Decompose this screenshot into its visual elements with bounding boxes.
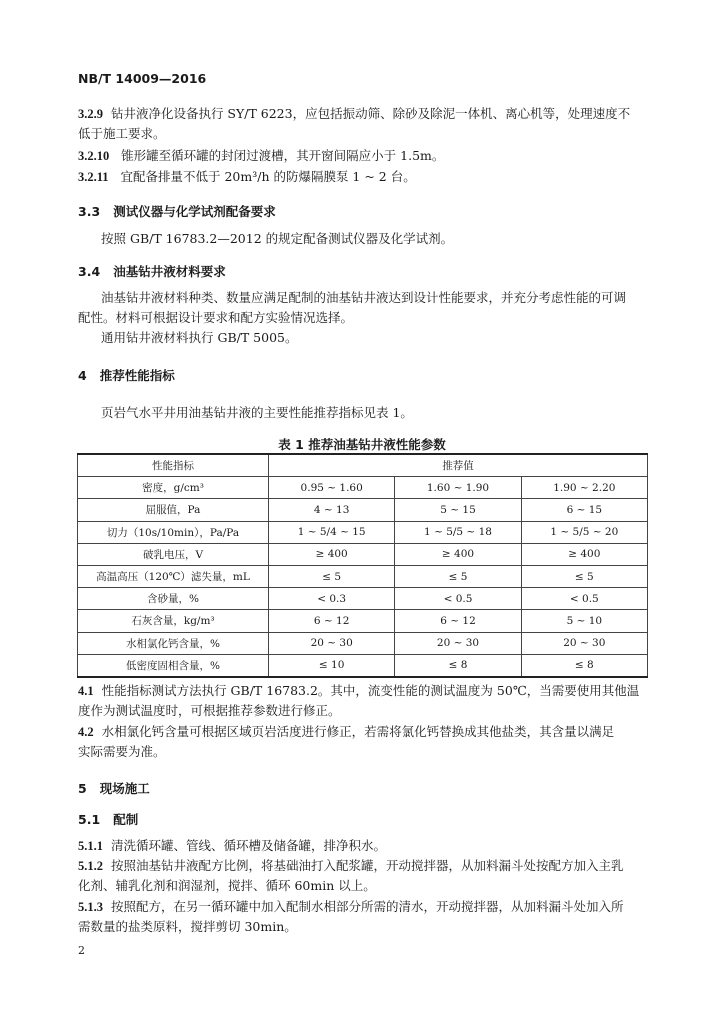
clause-number: 3.2.10 bbox=[78, 149, 110, 163]
section-number: 3.3 bbox=[78, 204, 101, 219]
section-title: 配制 bbox=[113, 812, 139, 827]
table-row bbox=[78, 588, 648, 610]
value-cell: < 0.3 bbox=[269, 588, 395, 610]
value-cell: 20 ~ 30 bbox=[521, 632, 647, 654]
section-title: 测试仪器与化学试剂配备要求 bbox=[113, 204, 276, 219]
document-header: NB/T 14009—2016 bbox=[78, 71, 207, 86]
clause-text: 按照配方，在另一循环罐中加入配制水相部分所需的清水，开动搅拌器，从加料漏斗处加入所 bbox=[110, 899, 624, 914]
clause-number: 5.1.3 bbox=[78, 900, 103, 914]
value-cell: < 0.5 bbox=[395, 588, 521, 610]
performance-parameters-table bbox=[77, 453, 648, 678]
table-row bbox=[78, 543, 648, 565]
clause-text: 钻井液净化设备执行 SY/T 6223，应包括振动筛、除砂及除泥一体机、离心机等，处理速度不 bbox=[110, 106, 631, 121]
clause-text: 性能指标测试方法执行 GB/T 16783.2。其中，流变性能的测试温度为 50℃，当需要使用其他温 bbox=[101, 683, 640, 698]
value-cell: < 0.5 bbox=[521, 588, 647, 610]
section-3-4-paragraph-1-cont: 配性。材料可根据设计要求和配方实验情况选择。 bbox=[78, 310, 354, 325]
section-3-4-paragraph-2: 通用钻井液材料执行 GB/T 5005。 bbox=[101, 330, 298, 345]
clause-5-1-2-cont: 化剂、辅乳化剂和润湿剂，搅拌、循环 60min 以上。 bbox=[78, 878, 376, 893]
clause-5-1-3-cont: 需数量的盐类原料，搅拌剪切 30min。 bbox=[78, 919, 297, 934]
table-row bbox=[78, 521, 648, 543]
section-title: 推荐性能指标 bbox=[99, 368, 175, 383]
table-header-row bbox=[78, 454, 648, 477]
value-cell: 1 ~ 5/5 ~ 18 bbox=[395, 521, 521, 543]
table-row bbox=[78, 654, 648, 677]
table-caption: 表 1 推荐油基钻井液性能参数 bbox=[278, 437, 446, 452]
value-cell: 6 ~ 12 bbox=[269, 610, 395, 632]
value-cell: 6 ~ 15 bbox=[521, 499, 647, 521]
clause-text: 宜配备排量不低于 20m³/h 的防爆隔膜泵 1 ~ 2 台。 bbox=[120, 169, 416, 184]
section-4-intro: 页岩气水平井用油基钻井液的主要性能推荐指标见表 1。 bbox=[101, 405, 413, 420]
value-cell: ≤ 8 bbox=[395, 654, 521, 677]
clause-3-2-9-cont: 低于施工要求。 bbox=[78, 126, 166, 141]
clause-3-2-10 bbox=[78, 146, 444, 166]
clause-number: 5.1.1 bbox=[78, 839, 103, 853]
row-label-cell: 密度，g/cm³ bbox=[78, 477, 269, 499]
value-cell: 0.95 ~ 1.60 bbox=[269, 477, 395, 499]
table-row bbox=[78, 610, 648, 632]
section-5-1-heading bbox=[78, 810, 138, 828]
clause-text: 水相氯化钙含量可根据区域页岩活度进行修正，若需将氯化钙替换成其他盐类，其含量以满足 bbox=[101, 724, 615, 739]
value-cell: ≥ 400 bbox=[395, 543, 521, 565]
row-label-cell: 低密度固相含量，% bbox=[78, 654, 269, 677]
row-label-cell: 破乳电压，V bbox=[78, 543, 269, 565]
clause-3-2-11 bbox=[78, 167, 416, 187]
value-cell: 1 ~ 5/5 ~ 20 bbox=[521, 521, 647, 543]
row-label-cell: 水相氯化钙含量，% bbox=[78, 632, 269, 654]
row-label-cell: 切力（10s/10min），Pa/Pa bbox=[78, 521, 269, 543]
clause-4-2-cont: 实际需要为准。 bbox=[78, 744, 166, 759]
section-3-4-heading bbox=[78, 262, 226, 280]
row-label-cell: 高温高压（120℃）滤失量，mL bbox=[78, 565, 269, 587]
clause-4-1 bbox=[78, 681, 639, 701]
clause-5-1-3 bbox=[78, 897, 623, 917]
clause-number: 4.1 bbox=[78, 684, 94, 698]
section-number: 5.1 bbox=[78, 812, 101, 827]
header-cell: 推荐值 bbox=[269, 454, 648, 477]
section-number: 3.4 bbox=[78, 264, 101, 279]
section-number: 5 bbox=[78, 781, 87, 796]
table-row bbox=[78, 499, 648, 521]
value-cell: 20 ~ 30 bbox=[395, 632, 521, 654]
page-number: 2 bbox=[78, 944, 85, 957]
clause-4-1-cont: 度作为测试温度时，可根据推荐参数进行修正。 bbox=[78, 703, 341, 718]
value-cell: 5 ~ 15 bbox=[395, 499, 521, 521]
table-row bbox=[78, 565, 648, 587]
section-3-4-paragraph-1: 油基钻井液材料种类、数量应满足配制的油基钻井液达到设计性能要求，并充分考虑性能的可调 bbox=[101, 290, 627, 305]
section-5-heading bbox=[78, 779, 150, 797]
value-cell: 1 ~ 5/4 ~ 15 bbox=[269, 521, 395, 543]
row-label-cell: 含砂量，% bbox=[78, 588, 269, 610]
value-cell: 20 ~ 30 bbox=[269, 632, 395, 654]
table-row bbox=[78, 477, 648, 499]
value-cell: ≤ 5 bbox=[269, 565, 395, 587]
clause-number: 5.1.2 bbox=[78, 859, 103, 873]
value-cell: 1.60 ~ 1.90 bbox=[395, 477, 521, 499]
section-3-3-paragraph: 按照 GB/T 16783.2—2012 的规定配备测试仪器及化学试剂。 bbox=[101, 231, 454, 246]
clause-text: 清洗循环罐、管线、循环槽及储备罐，排净积水。 bbox=[110, 838, 386, 853]
clause-text: 按照油基钻井液配方比例，将基础油打入配浆罐，开动搅拌器，从加料漏斗处按配方加入主乳 bbox=[110, 858, 624, 873]
section-title: 现场施工 bbox=[99, 781, 150, 796]
value-cell: ≤ 5 bbox=[521, 565, 647, 587]
section-number: 4 bbox=[78, 368, 87, 383]
value-cell: 6 ~ 12 bbox=[395, 610, 521, 632]
value-cell: ≥ 400 bbox=[269, 543, 395, 565]
clause-4-2 bbox=[78, 722, 614, 742]
value-cell: ≤ 10 bbox=[269, 654, 395, 677]
clause-number: 3.2.11 bbox=[78, 170, 109, 184]
row-label-cell: 石灰含量，kg/m³ bbox=[78, 610, 269, 632]
clause-3-2-9 bbox=[78, 104, 630, 124]
header-cell: 性能指标 bbox=[78, 454, 269, 477]
value-cell: ≥ 400 bbox=[521, 543, 647, 565]
value-cell: ≤ 8 bbox=[521, 654, 647, 677]
section-title: 油基钻井液材料要求 bbox=[113, 264, 226, 279]
clause-number: 4.2 bbox=[78, 725, 94, 739]
clause-5-1-2 bbox=[78, 856, 623, 876]
section-4-heading bbox=[78, 366, 175, 384]
clause-5-1-1 bbox=[78, 836, 386, 856]
clause-number: 3.2.9 bbox=[78, 107, 103, 121]
value-cell: ≤ 5 bbox=[395, 565, 521, 587]
table-row bbox=[78, 632, 648, 654]
section-3-3-heading bbox=[78, 202, 276, 220]
row-label-cell: 屈服值，Pa bbox=[78, 499, 269, 521]
value-cell: 1.90 ~ 2.20 bbox=[521, 477, 647, 499]
value-cell: 5 ~ 10 bbox=[521, 610, 647, 632]
clause-text: 锥形罐至循环罐的封闭过渡槽，其开窗间隔应小于 1.5m。 bbox=[121, 148, 445, 163]
value-cell: 4 ~ 13 bbox=[269, 499, 395, 521]
